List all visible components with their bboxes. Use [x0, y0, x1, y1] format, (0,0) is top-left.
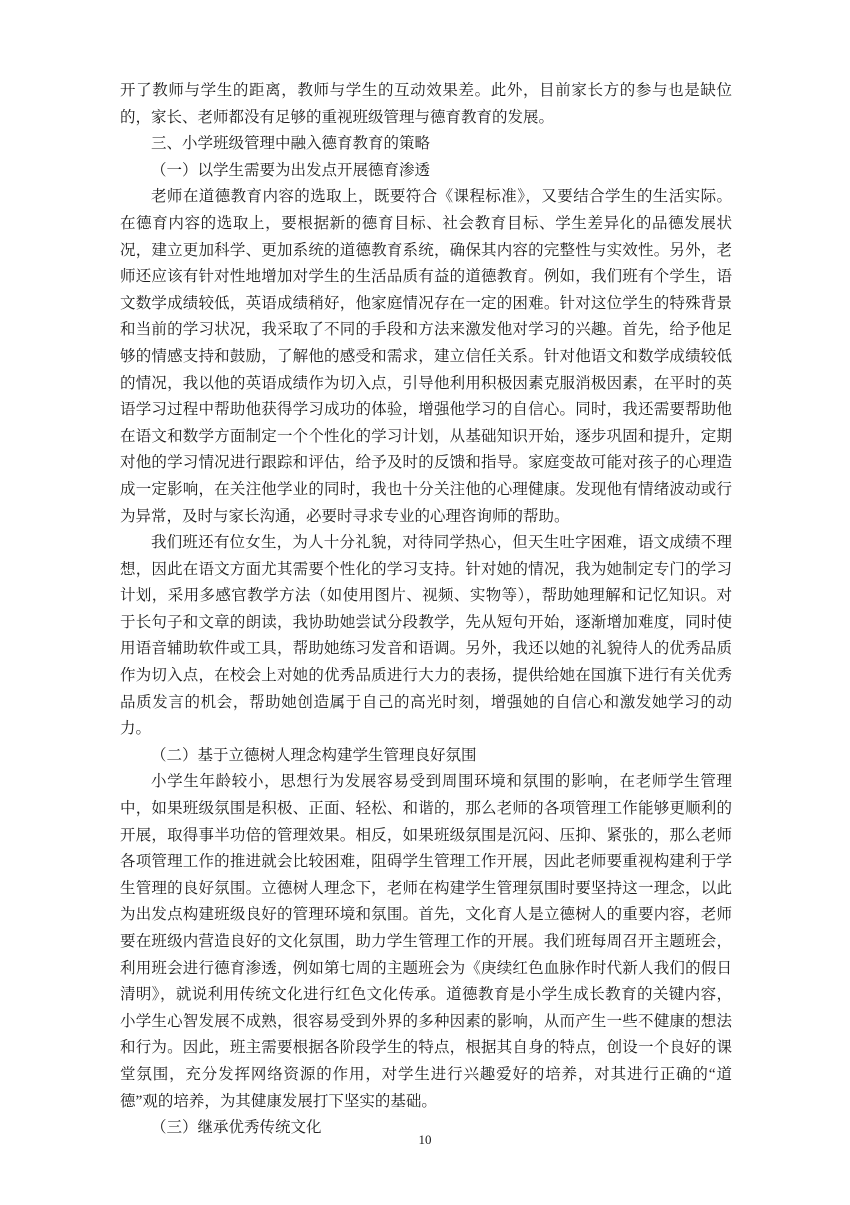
subsection-heading-1: （一）以学生需要为出发点开展德育渗透 — [151, 161, 431, 179]
subsection-heading-2: （二）基于立德树人理念构建学生管理良好氛围 — [151, 746, 477, 764]
paragraph: 我们班还有位女生，为人十分礼貌，对待同学热心，但天生吐字困难，语文成绩不理想，因此在语文方面尤其需要个性化的学习支持。针对她的情况，我为她制定专门的学习计划，采用多感官教学方法（如使用图片、视频、实物等），帮助她理解和记忆知识。对于长句子和文章的朗读，我协助她尝试分段教学，先从短句开始，逐渐增加难度，同时使用语音辅助软件或工具，帮助她练习发音和语调。另外，我还以她的礼貌待人的优秀品质作为切入点，在校会上对她的优秀品质进行大力的表扬，提供给她在国旗下进行有关优秀品质发言的机会，帮助她创造属于自己的高光时刻，增强她的自信心和激发她学习的动力。 — [120, 534, 732, 738]
page-number: 10 — [418, 1132, 432, 1147]
section-heading: 三、小学班级管理中融入德育教育的策略 — [151, 135, 431, 153]
paragraph: 老师在道德教育内容的选取上，既要符合《课程标准》，又要结合学生的生活实际。在德育内容的选取上，要根据新的德育目标、社会教育目标、学生差异化的品德发展状况，建立更加科学、更加系统的道德教育系统，确保其内容的完整性与实效性。另外，老师还应该有针对性地增加对学生的生活品质有益的道德教育。例如，我们班有个学生，语文数学成绩较低，英语成绩稍好，他家庭情况存在一定的困难。针对这位学生的特殊背景和当前的学习状况，我采取了不同的手段和方法来激发他对学习的兴趣。首先，给予他足够的情感支持和鼓励，了解他的感受和需求，建立信任关系。针对他语文和数学成绩较低的情况，我以他的英语成绩作为切入点，引导他利用积极因素克服消极因素，在平时的英语学习过程中帮助他获得学习成功的体验，增强他学习的自信心。同时，我还需要帮助他在语文和数学方面制定一个个性化的学习计划，从基础知识开始，逐步巩固和提升，定期对他的学习情况进行跟踪和评估，给予及时的反馈和指导。家庭变故可能对孩子的心理造成一定影响，在关注他学业的同时，我也十分关注他的心理健康。发现他有情绪波动或行为异常，及时与家长沟通，必要时寻求专业的心理咨询师的帮助。 — [120, 188, 732, 525]
paragraph-continuation: 开了教师与学生的距离，教师与学生的互动效果差。此外，目前家长方的参与也是缺位的，家长、老师都没有足够的重视班级管理与德育教育的发展。 — [120, 82, 732, 126]
paragraph: 小学生年龄较小，思想行为发展容易受到周围环境和氛围的影响，在老师学生管理中，如果班级氛围是积极、正面、轻松、和谐的，那么老师的各项管理工作能够更顺利的开展，取得事半功倍的管理效果。相反，如果班级氛围是沉闷、压抑、紧张的，那么老师各项管理工作的推进就会比较困难，阻碍学生管理工作开展，因此老师要重视构建利于学生管理的良好氛围。立德树人理念下，老师在构建学生管理氛围时要坚持这一理念，以此为出发点构建班级良好的管理环境和氛围。首先，文化育人是立德树人的重要内容，老师要在班级内营造良好的文化氛围，助力学生管理工作的开展。我们班每周召开主题班会，利用班会进行德育渗透，例如第七周的主题班会为《庚续红色血脉作时代新人我们的假日清明》，就说利用传统文化进行红色文化传承。道德教育是小学生成长教育的关键内容，小学生心智发展不成熟，很容易受到外界的多种因素的影响，从而产生一些不健康的想法和行为。因此，班主需要根据各阶段学生的特点，根据其自身的特点，创设一个良好的课堂氛围，充分发挥网络资源的作用，对学生进行兴趣爱好的培养，对其进行正确的“道德”观的培养，为其健康发展打下坚实的基础。 — [120, 773, 732, 1110]
document-body — [120, 78, 732, 1142]
subsection-heading-3: （三）继承优秀传统文化 — [151, 1119, 322, 1137]
